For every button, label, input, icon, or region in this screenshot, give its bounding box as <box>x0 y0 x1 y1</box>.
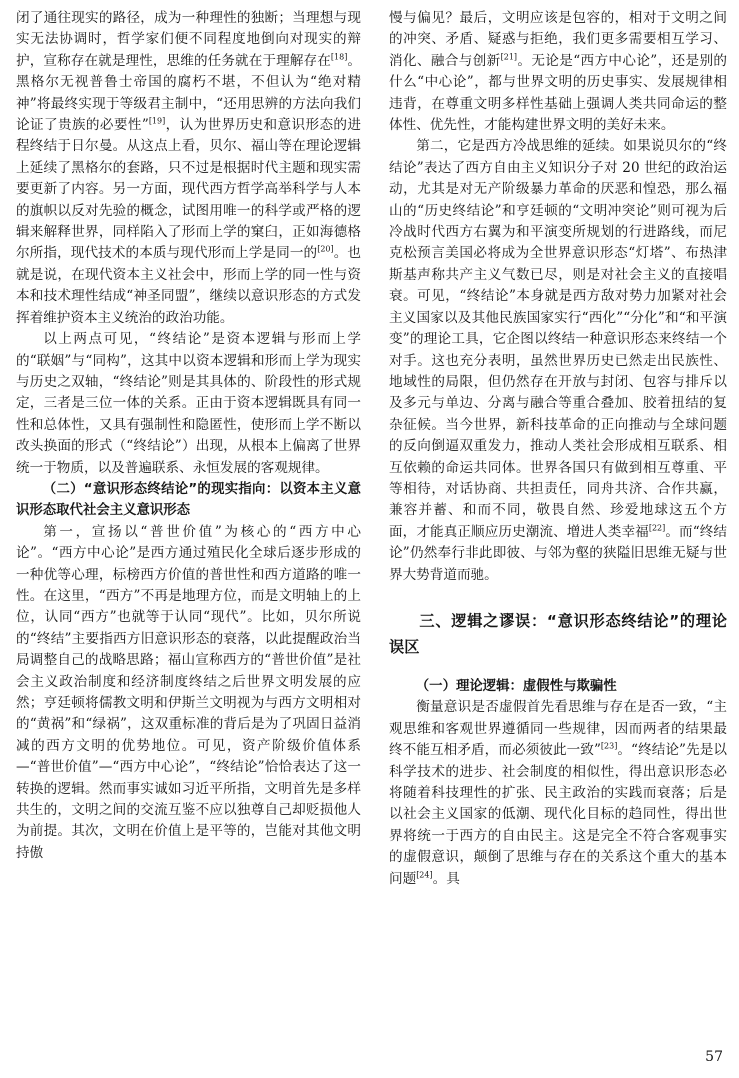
right-column <box>389 8 727 890</box>
citation: [19] <box>148 116 166 126</box>
citation: [23] <box>600 741 618 751</box>
body-paragraph: 衡量意识是否虚假首先看思维与存在是否一致，“主观思维和客观世界遵循同一些规律，因而两者的结果最终不能互相矛盾，而必须彼此一致”[23]。“终结论”先是以科学技术的进步、社会制度的相似性，得出意识形态必将随着科技理性的扩张、民主政治的实践而衰落；后是以社会主义国家的低潮、现代化目标的趋同性，得出世界将统一于西方的自由民主。这是完全不符合客观事实的虚假意识，颠倒了思维与存在的关系这个重大的基本问题[24]。具 <box>389 699 727 887</box>
left-column <box>16 8 361 864</box>
subsection-heading: （一）理论逻辑：虚假性与欺骗性 <box>415 678 617 694</box>
citation: [20] <box>317 244 334 254</box>
citation: [22] <box>648 523 666 533</box>
citation: [21] <box>500 52 518 62</box>
citation: [18] <box>330 52 348 62</box>
subsection-heading: （二）“意识形态终结论”的现实指向：以资本主义意识形态取代社会主义意识形态 <box>16 481 361 519</box>
page-number: 57 <box>705 1049 723 1065</box>
body-paragraph: 以上两点可见，“终结论”是资本逻辑与形而上学的“联姻”与“同构”，这其中以资本逻辑和形而上学为现实与历史之双轴，“终结论”则是其具体的、阶段性的形式规定，三者是三位一体的关系。正由于资本逻辑既具有同一性和总体性，又具有强制性和隐匿性，使形而上学不断以改头换面的形式（“终结论”）出现，从根本上偏离了世界统一于物质，以及普遍联系、永恒发展的客观规律。 <box>16 331 361 476</box>
body-paragraph: 慢与偏见？最后，文明应该是包容的，相对于文明之间的冲突、矛盾、疑惑与拒绝，我们更多需要相互学习、消化、融合与创新[21]。无论是“西方中心论”，还是别的什么“中心论”，都与世界文明的历史事实、发展规律相违背，在尊重文明多样性基础上强调人类共同命运的整体性、优先性，才能构建世界文明的美好未来。 <box>389 10 727 134</box>
body-paragraph: 闭了通往现实的路径，成为一种理性的独断；当理想与现实无法协调时，哲学家们便不同程度地倒向对现实的辩护，宣称存在就是理性，思维的任务就在于理解存在[18]。黑格尔无视普鲁士帝国的腐朽不堪，不但认为“绝对精神”将最终实现于等级君主制中，“还用思辨的方法向我们论证了贵族的必要性”[19]，认为世界历史和意识形态的进程终结于日尔曼。从这点上看，贝尔、福山等在理论逻辑上延续了黑格尔的套路，只不过是根据时代主题和现实需要更新了内容。另一方面，现代西方哲学高举科学与人本的旗帜以反对先验的概念，试图用唯一的科学或严格的逻辑来解释世界，同样陷入了形而上学的窠臼，正如海德格尔所指，现代技术的本质与现代形而上学是同一的[20]。也就是说，在现代资本主义社会中，形而上学的同一性与资本和技术理性结成“神圣同盟”，继续以意识形态的方式发挥着维护资本主义统治的政治功能。 <box>16 10 362 326</box>
body-paragraph: 第二，它是西方冷战思维的延续。如果说贝尔的“终结论”表达了西方自由主义知识分子对 20 世纪的政治运动，尤其是对无产阶级暴力革命的厌恶和惶恐，那么福山的“历史终结论”和亨廷顿的“文明冲突论”则可视为后冷战时代西方右翼为和平演变所规划的行进路线，而尼克松预言美国必将成为全世界意识形态“灯塔”、布热津斯基声称共产主义气数已尽，则是对社会主义的直接唱衰。可见，“终结论”本身就是西方敌对势力加紧对社会主义国家以及其他民族国家实行“西化”“分化”和“和平演变”的理论工具，它企图以终结一种意识形态来终结一个对手。这也充分表明，虽然世界历史已然走出民族性、地域性的局限，但仍然存在开放与封闭、包容与排斥以及多元与单边、分离与融合等重合叠加、胶着扭结的复杂征候。当今世界，新科技革命的正向推动与全球问题的反向倒逼双重发力，推动人类社会形成相互联系、相互依赖的命运共同体。世界各国只有做到相互尊重、平等相待，对话协商、共担责任，同舟共济、合作共赢，兼容并蓄、和而不同，敬畏自然、珍爱地球这五个方面，才能真正顺应历史潮流、增进人类幸福[22]。而“终结论”仍然奉行非此即彼、与邻为壑的狭隘旧思维无疑与世界大势背道而驰。 <box>389 138 728 583</box>
section-heading: 三、逻辑之谬误：“意识形态终结论”的理论误区 <box>389 611 727 656</box>
citation: [24] <box>416 870 433 880</box>
body-paragraph: 第一，宣扬以“普世价值”为核心的“西方中心论”。“西方中心论”是西方通过殖民化全球后逐步形成的一种优等心理，标榜西方价值的普世性和西方道路的唯一性。在这里，“西方”不再是地理方位，而是文明轴上的上位，认同“西方”也就等于认同“现代”。比如，贝尔所说的“终结”主要指西方旧意识形态的衰落，以此提醒政治当局调整自己的战略思路；福山宣称西方的“普世价值”是社会主义政治制度和经济制度终结之后世界文明发展的应然；亨廷顿将儒教文明和伊斯兰文明视为与西方文明相对的“黄祸”和“绿祸”，这双重标准的背后是为了巩固日益消减的西方文明的优势地位。可见，资产阶级价值体系—“普世价值”—“西方中心论”，“终结论”恰恰表达了这一转换的逻辑。然而事实诚如习近平所指，文明首先是多样共生的，文明之间的交流互鉴不应以独尊自己却贬损他人为前提。其次，文明在价值上是平等的，岂能对其他文明持傲 <box>16 523 361 861</box>
